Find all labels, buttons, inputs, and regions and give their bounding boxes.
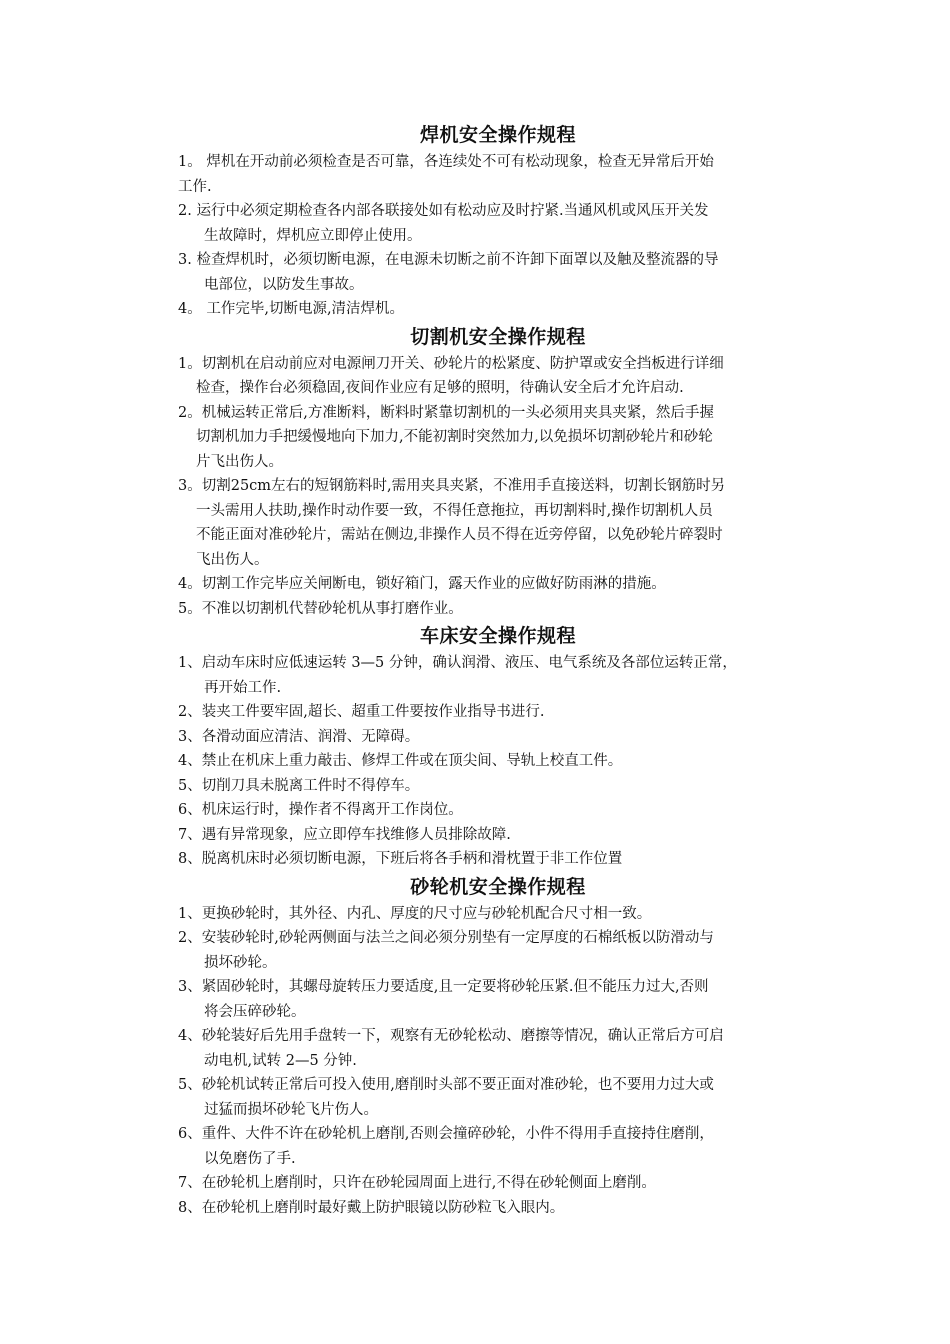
list-item: 2。机械运转正常后,方准断料，断料时紧靠切割机的一头必须用夹具夹紧，然后手握 切割机加力手把缓慢地向下加力,不能初割时突然加力,以免损坏切割砂轮片和砂轮 片飞出伤人。 [178,404,714,470]
list-item: 7、遇有异常现象，应立即停车找维修人员排除故障. [178,826,511,843]
list-item: 7、在砂轮机上磨削时，只许在砂轮园周面上进行,不得在砂轮侧面上磨削。 [178,1175,656,1191]
list-item: 6、机床运行时，操作者不得离开工作岗位。 [178,802,463,818]
list-item: 4、禁止在机床上重力敲击、修焊工件或在顶尖间、导轨上校直工件。 [178,753,623,769]
list-item: 1、更换砂轮时，其外径、内孔、厚度的尺寸应与砂轮机配合尺寸相一致。 [178,905,652,922]
list-item: 5、砂轮机试转正常后可投入使用,磨削时头部不要正面对准砂轮，也不要用力过大或 过猛而损坏砂轮飞片伤人。 [178,1077,714,1118]
list-item: 2、安装砂轮时,砂轮两侧面与法兰之间必须分别垫有一定厚度的石棉纸板以防滑动与 损坏砂轮。 [178,930,714,971]
list-item: 3、紧固砂轮时，其螺母旋转压力要适度,且一定要将砂轮压紧.但不能压力过大,否则 将会压碎砂轮。 [178,979,709,1020]
list-item: 4、砂轮装好后先用手盘转一下，观察有无砂轮松动、磨擦等情况，确认正常后方可启 动电机,试转 2—5 分钟. [178,1028,724,1069]
list-item: 8、脱离机床时必须切断电源，下班后将各手柄和滑枕置于非工作位置 [178,851,623,867]
section-title-welder: 焊机安全操作规程 [419,124,576,146]
list-item: 4。 工作完毕,切断电源,清洁焊机。 [178,301,405,317]
document-content [178,120,818,1220]
list-item: 2. 运行中必须定期检查各内部各联接处如有松动应及时拧紧.当通风机或风压开关发 生故障时，焊机应立即停止使用。 [178,203,709,244]
list-item: 3。切割25cm左右的短钢筋料时,需用夹具夹紧，不准用手直接送料，切割长钢筋时另 一头需用人扶助,操作时动作要一致，不得任意拖拉，再切割料时,操作切割机人员 不能正面对准砂轮片，需站在侧边,非操作人员不得在近旁停留，以免砂轮片碎裂时 飞出伤人。 [178,478,726,568]
list-item: 3. 检查焊机时，必须切断电源，在电源未切断之前不许卸下面罩以及触及整流器的导 电部位，以防发生事故。 [178,252,719,293]
list-item: 8、在砂轮机上磨削时最好戴上防护眼镜以防砂粒飞入眼内。 [178,1199,565,1216]
list-item: 5。不准以切割机代替砂轮机从事打磨作业。 [178,600,463,617]
list-item: 1。 焊机在开动前必须检查是否可靠，各连续处不可有松动现象，检查无异常后开始 工作. [178,154,714,195]
section-title-lathe: 车床安全操作规程 [419,625,576,647]
list-item: 1、启动车床时应低速运转 3—5 分钟，确认润滑、液压、电气系统及各部位运转正常， 再开始工作. [178,655,737,696]
list-item: 1。切割机在启动前应对电源闸刀开关、砂轮片的松紧度、防护罩或安全挡板进行详细 检查，操作台必须稳固,夜间作业应有足够的照明，待确认安全后才允许启动. [178,355,724,396]
section-title-grinder: 砂轮机安全操作规程 [410,875,586,898]
section-title-cutter: 切割机安全操作规程 [410,325,586,348]
list-item: 2、装夹工件要牢固,超长、超重工件要按作业指导书进行. [178,704,545,720]
list-item: 4。切割工作完毕应关闸断电，锁好箱门，露天作业的应做好防雨淋的措施。 [178,576,666,592]
list-item: 3、各滑动面应清洁、润滑、无障碍。 [178,728,420,745]
list-item: 6、重件、大件不许在砂轮机上磨削,否则会撞碎砂轮，小件不得用手直接持住磨削， 以免磨伤了手. [178,1126,714,1167]
list-item: 5、切削刀具未脱离工件时不得停车。 [178,777,420,794]
